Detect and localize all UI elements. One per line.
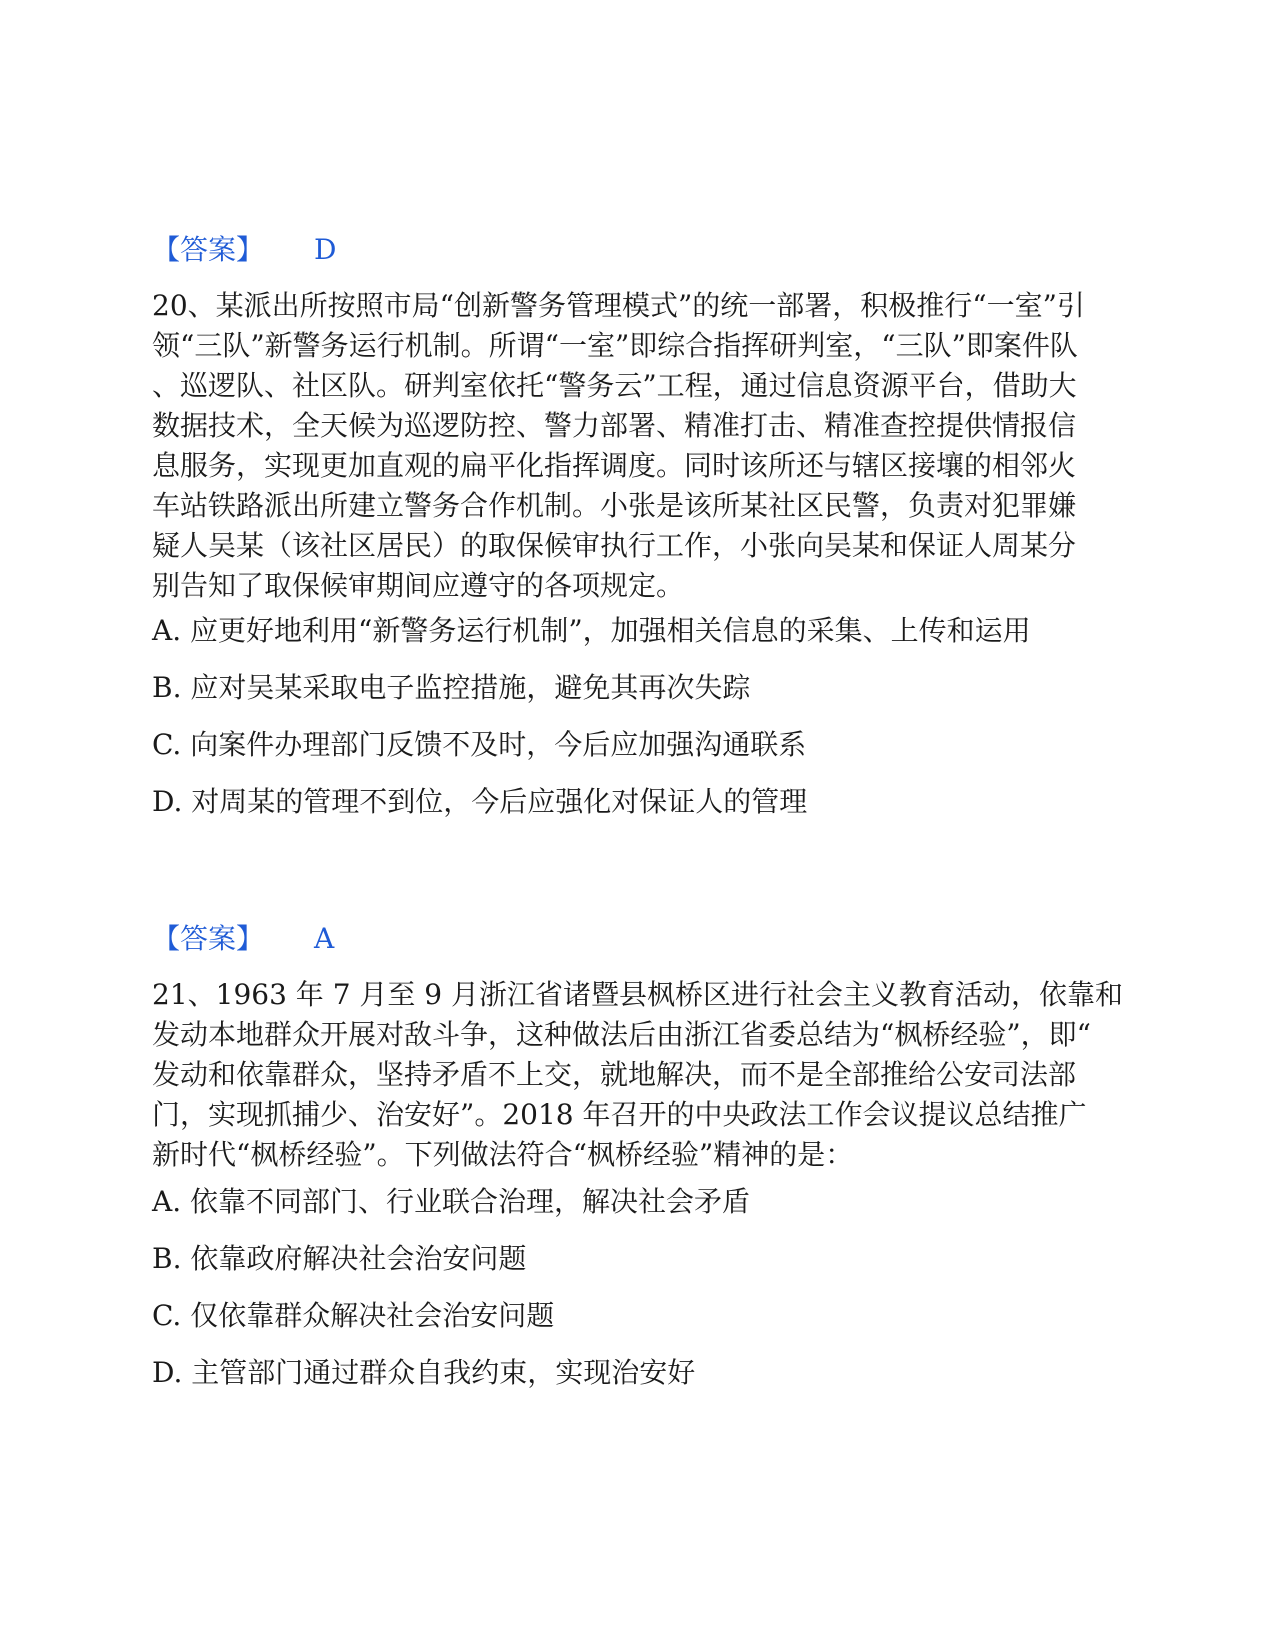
answer-row-1 — [152, 233, 336, 267]
question-20-options — [152, 611, 1112, 839]
option-a: A. 应更好地利用“新警务运行机制”，加强相关信息的采集、上传和运用 — [152, 614, 1031, 647]
question-line: 发动本地群众开展对敌斗争，这种做法后由浙江省委总结为“枫桥经验”，即“ — [152, 1018, 1091, 1051]
option-c: C. 向案件办理部门反馈不及时，今后应加强沟通联系 — [152, 728, 807, 761]
option-d: D. 主管部门通过群众自我约束，实现治安好 — [152, 1356, 696, 1389]
answer-value: D — [314, 233, 337, 266]
question-line: 息服务，实现更加直观的扁平化指挥调度。同时该所还与辖区接壤的相邻火 — [152, 449, 1077, 482]
option-b: B. 应对吴某采取电子监控措施，避免其再次失踪 — [152, 671, 751, 704]
option-b: B. 依靠政府解决社会治安问题 — [152, 1242, 527, 1275]
question-line: 21、1963 年 7 月至 9 月浙江省诸暨县枫桥区进行社会主义教育活动，依靠和 — [152, 978, 1124, 1011]
question-line: 数据技术，全天候为巡逻防控、警力部署、精准打击、精准查控提供情报信 — [152, 409, 1077, 442]
option-d: D. 对周某的管理不到位，今后应强化对保证人的管理 — [152, 785, 808, 818]
question-line: 新时代“枫桥经验”。下列做法符合“枫桥经验”精神的是： — [152, 1138, 854, 1171]
question-20-stem — [152, 286, 1112, 606]
answer-label: 【答案】 — [152, 233, 265, 266]
question-21-options — [152, 1182, 1112, 1410]
option-c: C. 仅依靠群众解决社会治安问题 — [152, 1299, 555, 1332]
question-line: 门，实现抓捕少、治安好”。2018 年召开的中央政法工作会议提议总结推广 — [152, 1098, 1087, 1131]
answer-value: A — [314, 922, 335, 955]
question-line: 车站铁路派出所建立警务合作机制。小张是该所某社区民警，负责对犯罪嫌 — [152, 489, 1077, 522]
option-a: A. 依靠不同部门、行业联合治理，解决社会矛盾 — [152, 1185, 751, 1218]
question-line: 领“三队”新警务运行机制。所谓“一室”即综合指挥研判室，“三队”即案件队 — [152, 329, 1078, 362]
question-line: 疑人吴某（该社区居民）的取保候审执行工作，小张向吴某和保证人周某分 — [152, 529, 1077, 562]
answer-label: 【答案】 — [152, 922, 265, 955]
question-line: 、巡逻队、社区队。研判室依托“警务云”工程，通过信息资源平台，借助大 — [152, 369, 1077, 402]
answer-row-2 — [152, 922, 334, 956]
question-line: 20、某派出所按照市局“创新警务管理模式”的统一部署，积极推行“一室”引 — [152, 289, 1085, 322]
question-line: 发动和依靠群众，坚持矛盾不上交，就地解决，而不是全部推给公安司法部 — [152, 1058, 1077, 1091]
question-21-stem — [152, 975, 1124, 1175]
question-line: 别告知了取保候审期间应遵守的各项规定。 — [152, 569, 685, 602]
